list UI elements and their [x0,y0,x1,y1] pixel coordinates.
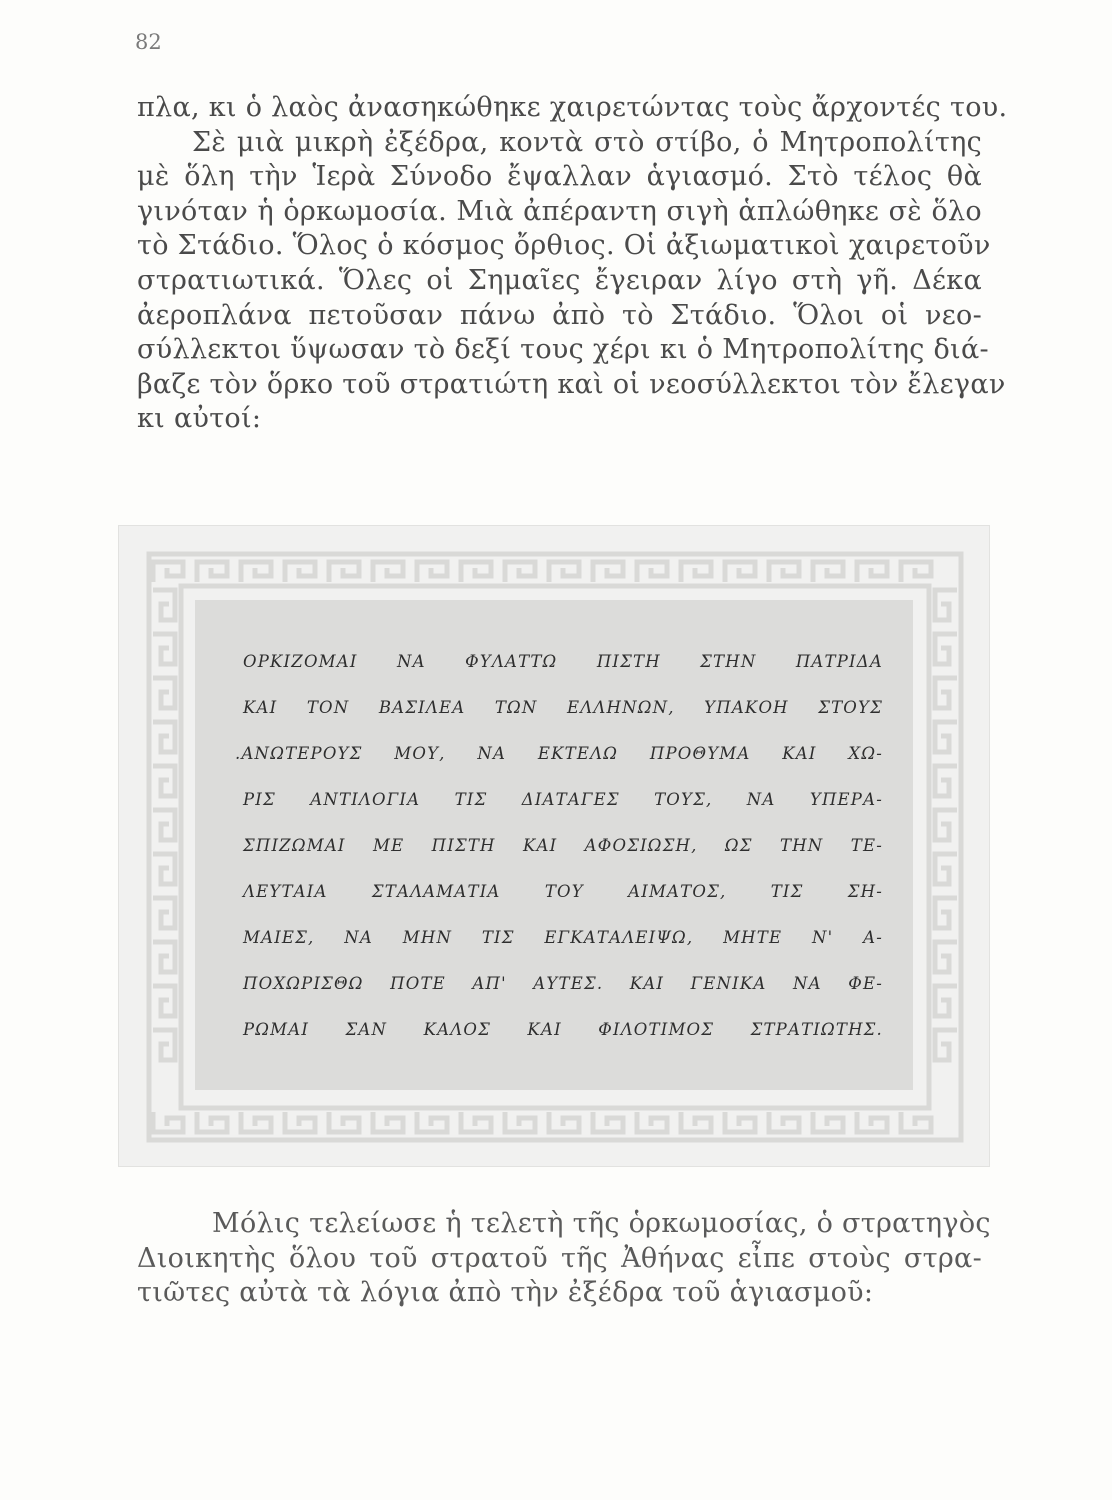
meander-segment [901,562,931,582]
meander-segment [857,1112,887,1132]
meander-segment [153,898,175,928]
meander-segment [769,562,799,582]
meander-segment [417,562,447,582]
meander-segment [241,1112,271,1132]
meander-segment [725,562,755,582]
text-line: σύλλεκτοι ὕψωσαν τὸ δεξί τους χέρι κι ὁ Μητροπολίτης διά- [137,334,989,366]
meander-segment [241,562,271,582]
text-line: Σὲ μιὰ μικρὴ ἐξέδρα, κοντὰ στὸ στίβο, ὁ Μητροπολίτης [192,126,982,158]
meander-segment [725,1112,755,1132]
meander-segment [857,562,887,582]
meander-segment [935,722,957,752]
meander-segment [681,1112,711,1132]
text-line: τιῶτες αὐτὰ τὰ λόγια ἀπὸ τὴν ἐξέδρα τοῦ ἁγιασμοῦ: [137,1277,874,1309]
meander-segment [153,722,175,752]
meander-segment [935,986,957,1016]
oath-line: ΡΙΣ ΑΝΤΙΛΟΓΙΑ ΤΙΣ ΔΙΑΤΑΓΕΣ ΤΟΥΣ, ΝΑ ΥΠΕΡΑ- [243,790,883,809]
oath-line: ΠΟΧΩΡΙΣΘΩ ΠΟΤΕ ΑΠ' ΑΥΤΕΣ. ΚΑΙ ΓΕΝΙΚΑ ΝΑ ΦΕ- [243,974,883,993]
meander-segment [153,1030,175,1060]
meander-segment [329,1112,359,1132]
text-line: κι αὐτοί: [137,403,262,435]
meander-segment [935,766,957,796]
meander-segment [153,810,175,840]
meander-segment [153,986,175,1016]
meander-segment [935,898,957,928]
meander-segment [593,1112,623,1132]
meander-segment [681,562,711,582]
meander-segment [549,562,579,582]
meander-segment [637,562,667,582]
text-line: τὸ Στάδιο. Ὅλος ὁ κόσμος ὄρθιος. Οἱ ἀξιωματικοὶ χαιρετοῦν [137,230,991,262]
meander-segment [417,1112,447,1132]
meander-segment [935,590,957,620]
text-line: Μόλις τελείωσε ἡ τελετὴ τῆς ὁρκωμοσίας, ὁ στρατηγὸς [212,1208,991,1239]
meander-segment [813,1112,843,1132]
meander-segment [637,1112,667,1132]
meander-segment [505,1112,535,1132]
meander-segment [935,678,957,708]
page-number: 82 [135,30,162,54]
meander-segment [461,562,491,582]
meander-segment [153,590,175,620]
meander-segment [935,1030,957,1060]
meander-segment [153,1112,183,1132]
meander-segment [197,562,227,582]
text-line: Διοικητὴς ὅλου τοῦ στρατοῦ τῆς Ἀθήνας εἶπε στοὺς στρα- [137,1242,982,1274]
oath-line: ΚΑΙ ΤΟΝ ΒΑΣΙΛΕΑ ΤΩΝ ΕΛΛΗΝΩΝ, ΥΠΑΚΟΗ ΣΤΟΥΣ [243,698,883,717]
oath-line: ΣΠΙΖΩΜΑΙ ΜΕ ΠΙΣΤΗ ΚΑΙ ΑΦΟΣΙΩΣΗ, ΩΣ ΤΗΝ ΤΕ- [243,836,883,855]
meander-segment [901,1112,931,1132]
meander-segment [373,1112,403,1132]
text-line: μὲ ὅλη τὴν Ἱερὰ Σύνοδο ἔψαλλαν ἁγιασμό. Στὸ τέλος θὰ [137,161,982,193]
meander-segment [197,1112,227,1132]
meander-segment [373,562,403,582]
text-line: γινόταν ἡ ὁρκωμοσία. Μιὰ ἀπέραντη σιγὴ ἁπλώθηκε σὲ ὅλο [137,195,982,227]
meander-segment [935,854,957,884]
meander-segment [461,1112,491,1132]
meander-segment [285,562,315,582]
oath-line: ΜΑΙΕΣ, ΝΑ ΜΗΝ ΤΙΣ ΕΓΚΑΤΑΛΕΙΨΩ, ΜΗΤΕ Ν' Α- [243,928,883,947]
meander-segment [153,854,175,884]
meander-segment [153,634,175,664]
meander-segment [935,942,957,972]
meander-segment [329,562,359,582]
oath-line: ΛΕΥΤΑΙΑ ΣΤΑΛΑΜΑΤΙΑ ΤΟΥ ΑΙΜΑΤΟΣ, ΤΙΣ ΣΗ- [243,882,883,901]
meander-segment [153,942,175,972]
meander-segment [285,1112,315,1132]
meander-segment [153,562,183,582]
meander-segment [153,678,175,708]
paragraph-top [137,91,1008,437]
meander-segment [549,1112,579,1132]
oath-line: .ΑΝΩΤΕΡΟΥΣ ΜΟΥ, ΝΑ ΕΚΤΕΛΩ ΠΡΟΘΥΜΑ ΚΑΙ ΧΩ- [235,744,883,763]
meander-segment [813,562,843,582]
meander-segment [593,562,623,582]
meander-segment [935,810,957,840]
oath-line: ΟΡΚΙΖΟΜΑΙ ΝΑ ΦΥΛΑΤΤΩ ΠΙΣΤΗ ΣΤΗΝ ΠΑΤΡΙΔΑ [243,652,883,671]
text-line: στρατιωτικά. Ὅλες οἱ Σημαῖες ἔγειραν λίγο στὴ γῆ. Δέκα [137,264,982,296]
text-line: πλα, κι ὁ λαὸς ἀνασηκώθηκε χαιρετώντας τοὺς ἄρχοντές του. [137,92,1008,123]
paragraph-bottom [137,1207,991,1311]
meander-segment [769,1112,799,1132]
meander-segment [153,766,175,796]
meander-segment [935,634,957,664]
meander-segment [505,562,535,582]
oath-panel [195,600,913,1090]
text-line: βαζε τὸν ὅρκο τοῦ στρατιώτη καὶ οἱ νεοσύλλεκτοι τὸν ἔλεγαν [137,368,1006,400]
oath-line: ΡΩΜΑΙ ΣΑΝ ΚΑΛΟΣ ΚΑΙ ΦΙΛΟΤΙΜΟΣ ΣΤΡΑΤΙΩΤΗΣ. [243,1020,883,1039]
text-line: ἀεροπλάνα πετοῦσαν πάνω ἀπὸ τὸ Στάδιο. Ὅλοι οἱ νεο- [137,299,982,331]
